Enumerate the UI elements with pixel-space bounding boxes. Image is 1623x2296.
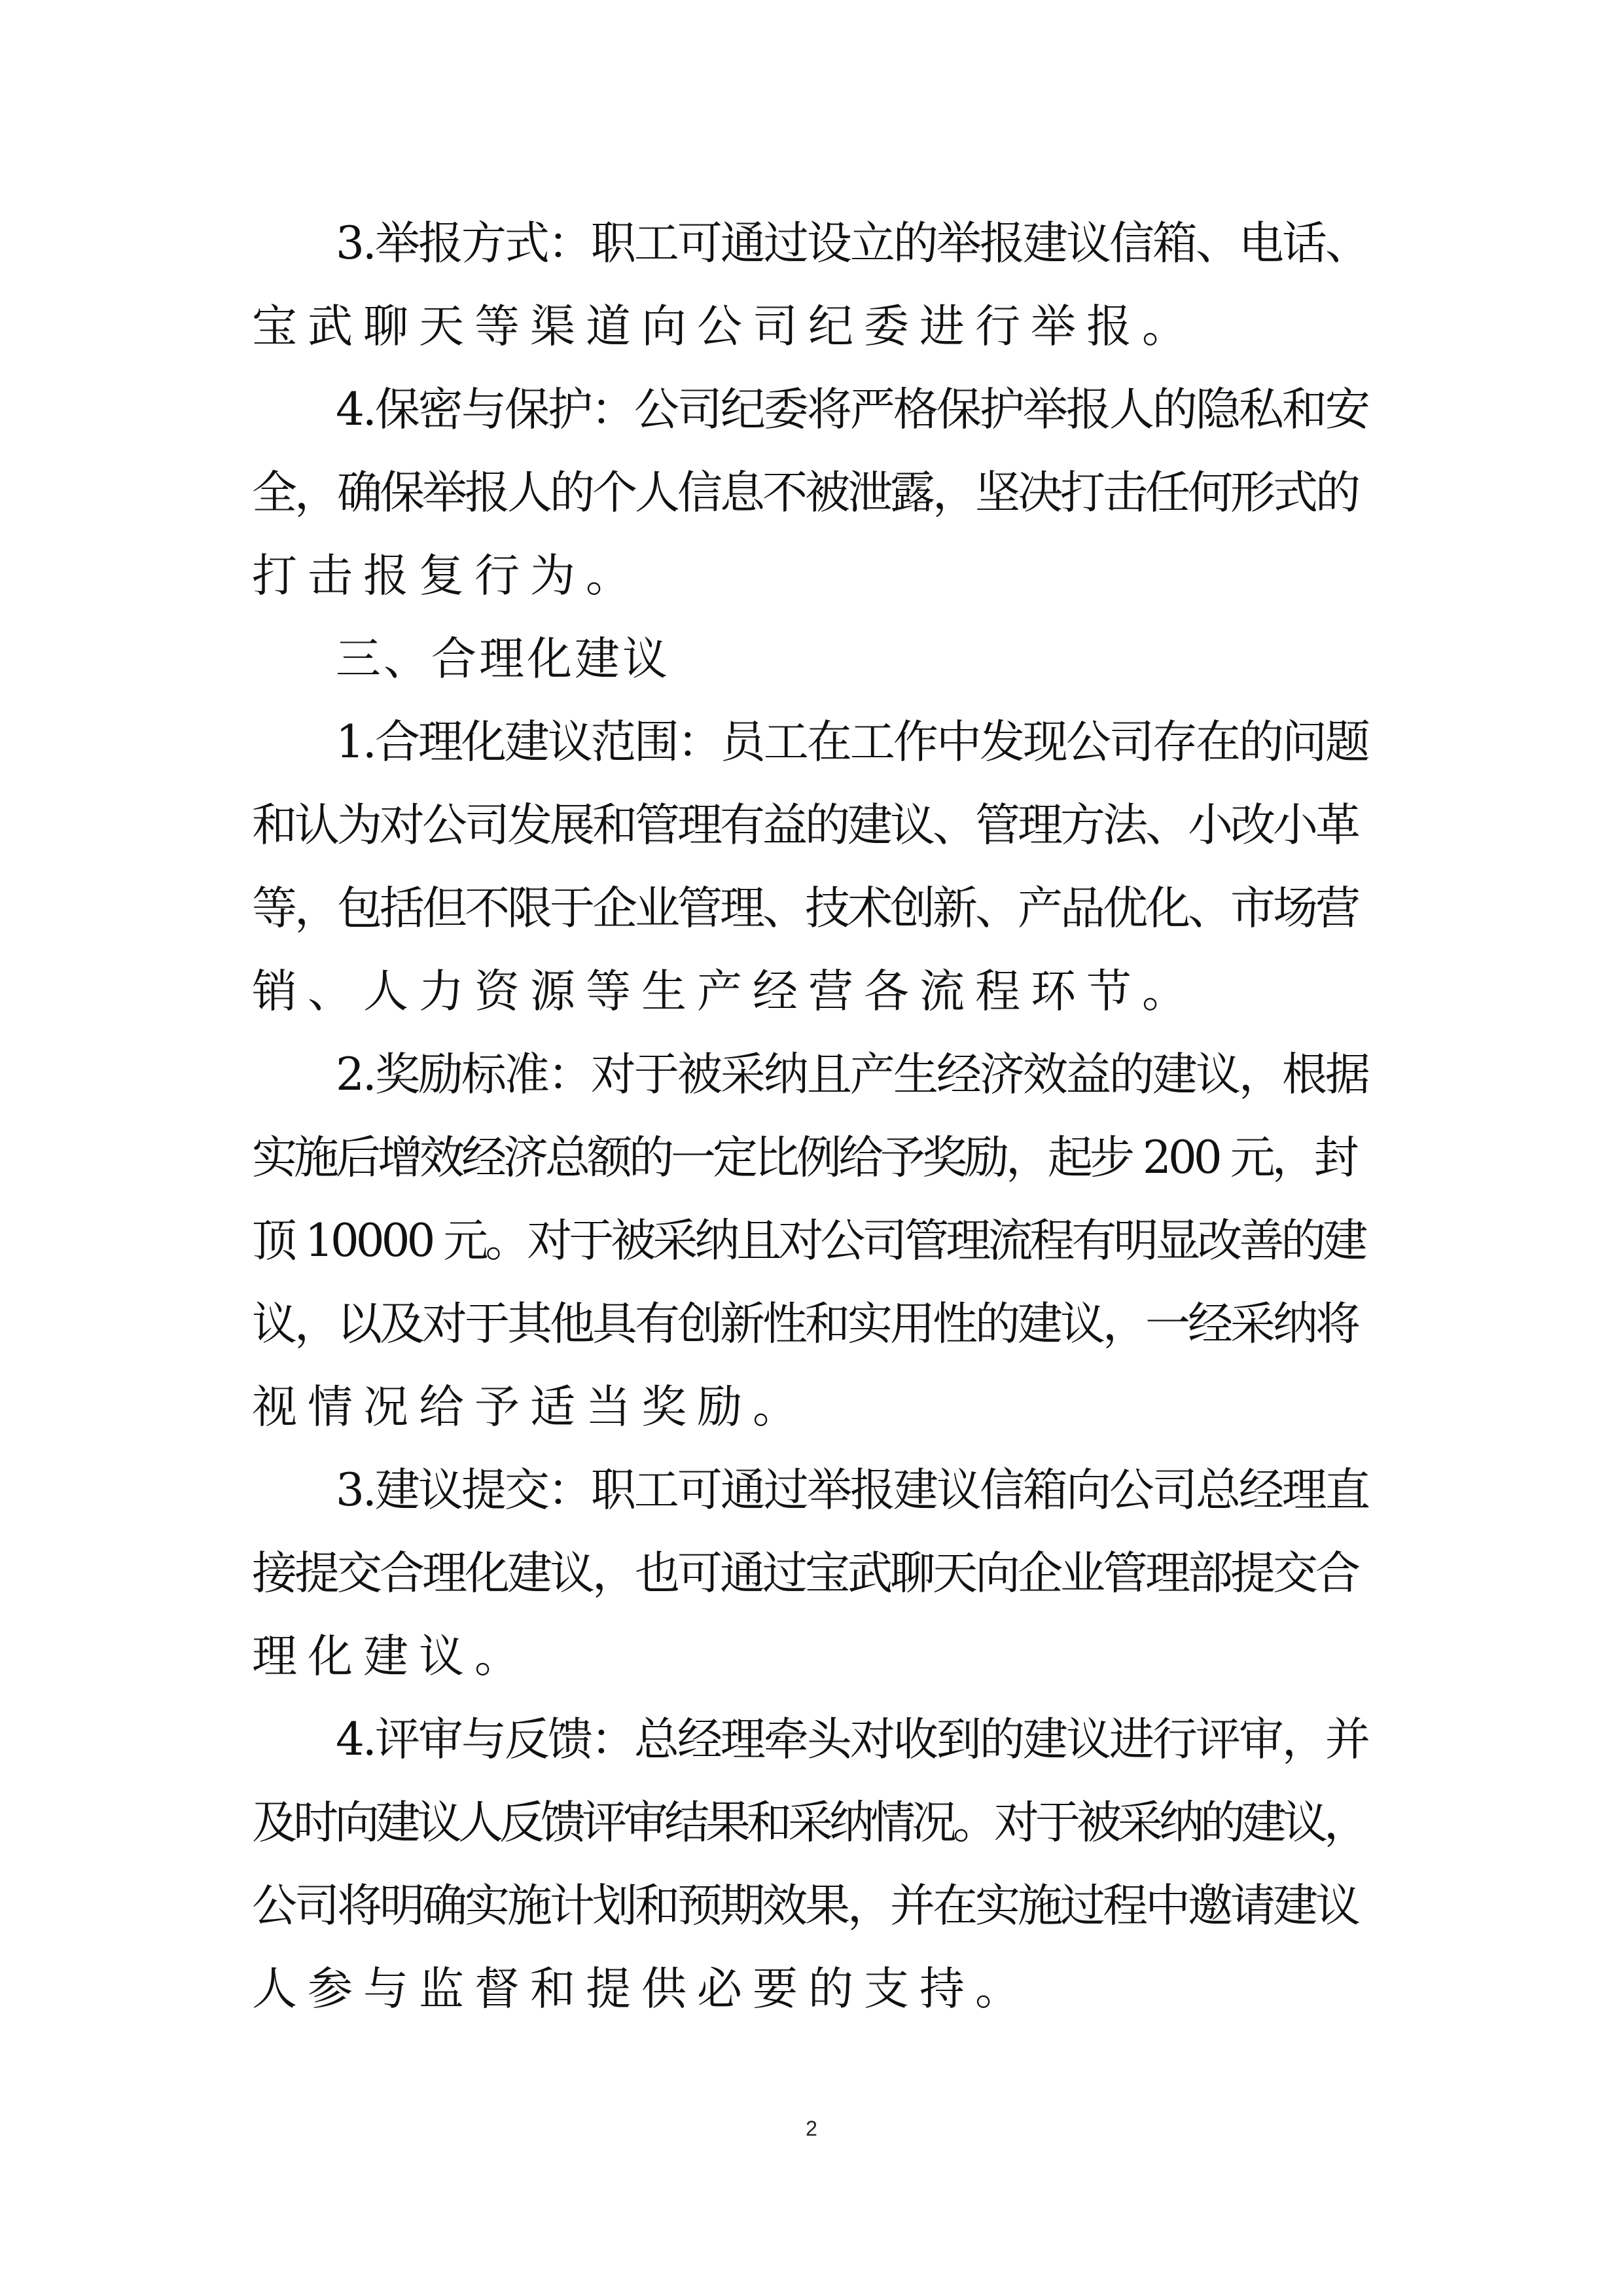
- section-heading: 三、合理化建议: [336, 633, 670, 685]
- paragraph-line: 4.评审与反馈：总经理牵头对收到的建议进行评审，并: [336, 1713, 1368, 1766]
- paragraph-line: 1.合理化建议范围：员工在工作中发现公司存在的问题: [336, 716, 1368, 768]
- paragraph-line: 及时向建议人反馈评审结果和采纳情况。对于被采纳的建议，: [252, 1797, 1365, 1849]
- paragraph-line: 2.奖励标准：对于被采纳且产生经济效益的建议，根据: [336, 1049, 1368, 1101]
- paragraph-line: 销、人力资源等生产经营各流程环节。: [252, 965, 1198, 1018]
- paragraph-line: 宝武聊天等渠道向公司纪委进行举报。: [252, 300, 1198, 353]
- page-number: 2: [806, 2117, 817, 2140]
- paragraph-line: 议，以及对于其他具有创新性和实用性的建议，一经采纳将: [252, 1298, 1358, 1350]
- paragraph-line: 全，确保举报人的个人信息不被泄露，坚决打击任何形式的: [252, 467, 1358, 519]
- paragraph-line: 等，包括但不限于企业管理、技术创新、产品优化、市场营: [252, 882, 1358, 935]
- paragraph-line: 实施后增效经济总额的一定比例给予奖励，起步 200 元，封: [252, 1132, 1356, 1184]
- paragraph-line: 4.保密与保护：公司纪委将严格保护举报人的隐私和安: [336, 384, 1368, 436]
- paragraph-line: 人参与监督和提供必要的支持。: [252, 1963, 1031, 2015]
- paragraph-line: 视情况给予适当奖励。: [252, 1381, 808, 1433]
- paragraph-line: 3.建议提交：职工可通过举报建议信箱向公司总经理直: [336, 1464, 1368, 1516]
- paragraph-line: 3.举报方式：职工可通过设立的举报建议信箱、电话、: [336, 217, 1368, 270]
- paragraph-line: 理化建议。: [252, 1630, 530, 1683]
- paragraph-line: 打击报复行为。: [252, 550, 641, 602]
- paragraph-line: 接提交合理化建议，也可通过宝武聊天向企业管理部提交合: [252, 1547, 1358, 1600]
- paragraph-line: 和认为对公司发展和管理有益的建议、管理方法、小改小革: [252, 799, 1358, 852]
- paragraph-line: 公司将明确实施计划和预期效果，并在实施过程中邀请建议: [252, 1880, 1358, 1932]
- paragraph-line: 顶 10000 元。对于被采纳且对公司管理流程有明显改善的建: [252, 1215, 1365, 1267]
